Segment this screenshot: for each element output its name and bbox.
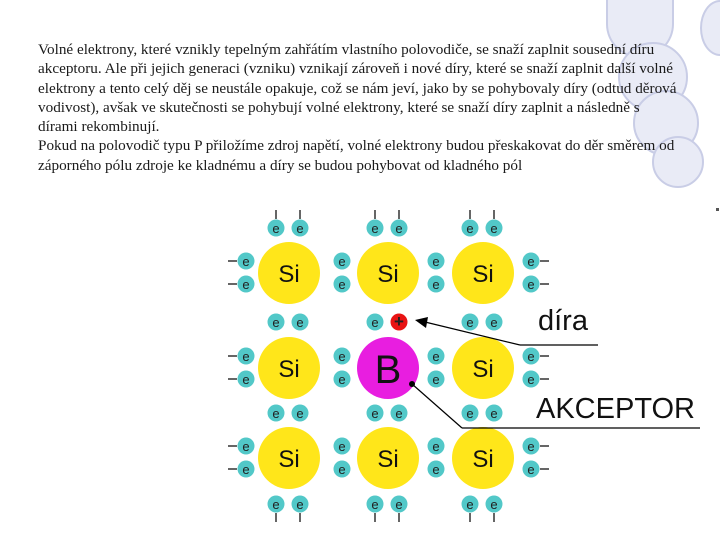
atom-symbol: Si (278, 446, 300, 473)
electron (428, 438, 445, 455)
electron-label: e (432, 277, 440, 292)
electron (486, 314, 503, 331)
silicon-atom (258, 242, 320, 304)
electron-label: e (490, 497, 498, 512)
electron (428, 371, 445, 388)
electron-label: e (296, 497, 304, 512)
electron-label: e (242, 372, 250, 387)
electron-label: e (371, 406, 379, 421)
electron-label: e (242, 349, 250, 364)
acceptor-label: AKCEPTOR (536, 393, 696, 425)
electron-label: e (432, 254, 440, 269)
electron (268, 405, 285, 422)
atom-symbol: Si (472, 446, 494, 473)
electron-label: e (338, 372, 346, 387)
electron (391, 496, 408, 513)
electron (523, 371, 540, 388)
electron (523, 253, 540, 270)
electron (523, 438, 540, 455)
electron (334, 438, 351, 455)
electron-label: e (527, 349, 535, 364)
atom-symbol: Si (377, 446, 399, 473)
electron (238, 461, 255, 478)
electron-label: e (338, 439, 346, 454)
lattice-group (228, 210, 700, 522)
electron (334, 253, 351, 270)
silicon-atom (357, 427, 419, 489)
electron (268, 496, 285, 513)
electron-label: e (338, 349, 346, 364)
paragraph-voltage: Pokud na polovodič typu P přiložíme zdroj napětí, volné elektrony budou přeskakovat do děr směrem od záporného pólu zdroje ke kladnému a díry se budou pohybovat od kladného pól (38, 137, 675, 174)
electron (292, 496, 309, 513)
paragraph-recombination: Volné elektrony, které vznikly tepelným zahřátím vlastního polovodiče, se snaží zaplnit sousední díru akceptoru. Ale při jejich generaci (vzniku) vznikají zároveň i nové díry, které se snaží zaplnit další volné elektrony a tento celý děj se neustále opakuje, což se nám jeví, jako by se pohybovaly díry (odtud děrová vodivost), avšak ve skutečnosti se pohybují volné elektrony, které se snaží díry zaplnit a následně s dírami rekombinují. (38, 41, 677, 136)
electron (292, 220, 309, 237)
electron (486, 220, 503, 237)
electron (462, 405, 479, 422)
electron-label: e (371, 497, 379, 512)
electron (238, 371, 255, 388)
electron (523, 461, 540, 478)
electron-label: e (242, 254, 250, 269)
electron-label: e (338, 254, 346, 269)
atom-symbol: Si (377, 261, 399, 288)
atom-symbol: Si (472, 261, 494, 288)
hole-arrowhead (415, 317, 428, 328)
electron-label: e (432, 439, 440, 454)
electron-label: e (466, 221, 474, 236)
atom-symbol: Si (278, 261, 300, 288)
electron (268, 314, 285, 331)
electron-label: e (490, 315, 498, 330)
hole-marker (391, 312, 408, 331)
electron-label: e (527, 439, 535, 454)
electron (334, 461, 351, 478)
electron (391, 405, 408, 422)
atom-symbol: Si (472, 356, 494, 383)
silicon-atom (357, 242, 419, 304)
electron-label: e (272, 406, 280, 421)
electron (238, 438, 255, 455)
silicon-atom (452, 337, 514, 399)
electron (292, 314, 309, 331)
electron (238, 253, 255, 270)
hole-label: díra (538, 305, 588, 337)
electron-label: e (371, 221, 379, 236)
electron-label: e (296, 315, 304, 330)
silicon-atom (258, 337, 320, 399)
electron (462, 220, 479, 237)
electron-label: e (395, 221, 403, 236)
electron-label: e (371, 315, 379, 330)
electron-label: e (466, 315, 474, 330)
electron-label: e (466, 406, 474, 421)
silicon-atom (452, 427, 514, 489)
atom-symbol: Si (278, 356, 300, 383)
electron-label: e (272, 497, 280, 512)
electron (292, 405, 309, 422)
electron-label: e (296, 221, 304, 236)
electron-label: e (527, 462, 535, 477)
electron (367, 220, 384, 237)
electron (428, 276, 445, 293)
electron (334, 276, 351, 293)
acceptor-pointer-line (412, 384, 462, 428)
electron-label: e (527, 277, 535, 292)
electron-label: e (490, 406, 498, 421)
electron (367, 405, 384, 422)
electron (523, 348, 540, 365)
electron (334, 348, 351, 365)
electron (238, 276, 255, 293)
electron (486, 405, 503, 422)
electron (238, 348, 255, 365)
electron-label: e (395, 406, 403, 421)
electron-label: e (242, 462, 250, 477)
electron-label: e (272, 315, 280, 330)
acceptor-pointer-dot (409, 381, 415, 387)
electron (462, 314, 479, 331)
electron (523, 276, 540, 293)
atom-symbol: B (374, 348, 402, 392)
electron-label: e (432, 372, 440, 387)
electron-label: e (432, 349, 440, 364)
electron (428, 461, 445, 478)
electron (462, 496, 479, 513)
electron (391, 220, 408, 237)
electron-label: e (338, 277, 346, 292)
electron-label: e (527, 254, 535, 269)
electron-label: e (242, 277, 250, 292)
electron (367, 314, 384, 331)
electron (486, 496, 503, 513)
electron-label: e (432, 462, 440, 477)
electron-label: e (527, 372, 535, 387)
electron-label: e (338, 462, 346, 477)
silicon-atom (452, 242, 514, 304)
electron (268, 220, 285, 237)
electron-label: e (296, 406, 304, 421)
electron-label: e (242, 439, 250, 454)
silicon-atom (258, 427, 320, 489)
hole-symbol: + (394, 312, 404, 331)
electron (428, 348, 445, 365)
boron-atom (357, 337, 419, 399)
electron-label: e (395, 497, 403, 512)
electron (428, 253, 445, 270)
electron-label: e (272, 221, 280, 236)
electron (334, 371, 351, 388)
electron (367, 496, 384, 513)
electron-label: e (466, 497, 474, 512)
electron-label: e (490, 221, 498, 236)
